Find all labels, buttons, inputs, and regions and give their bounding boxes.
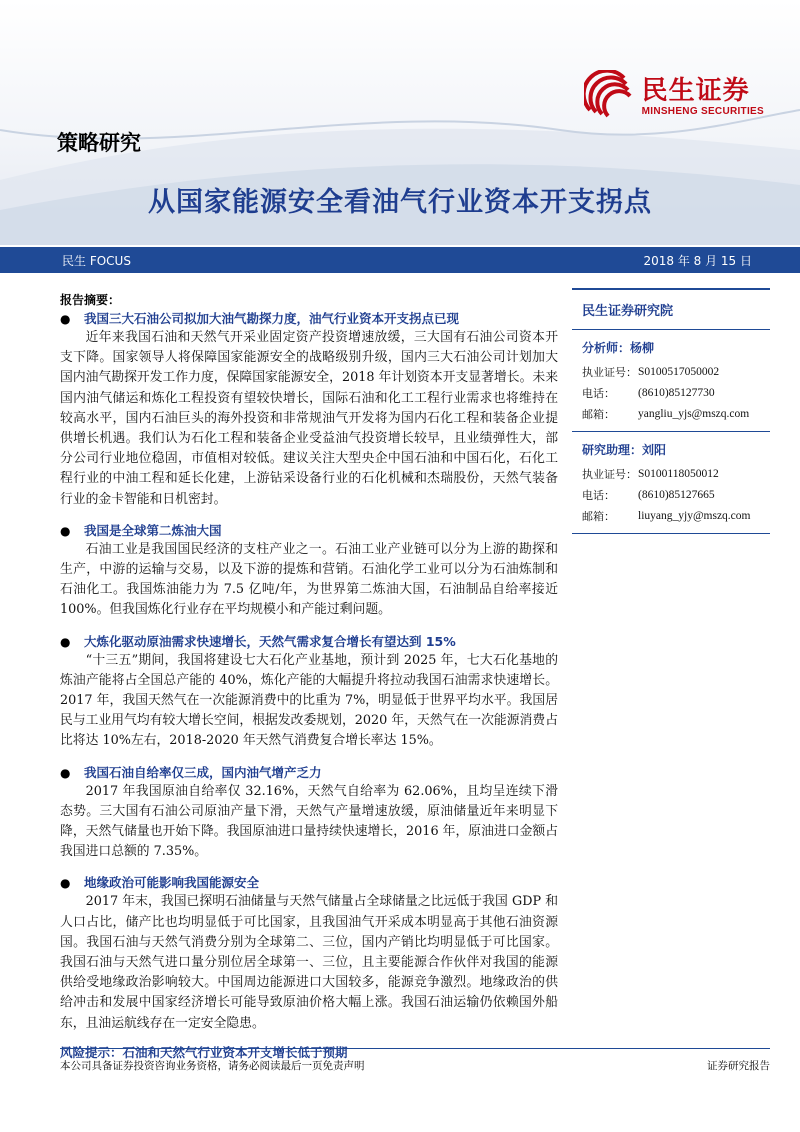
info-row <box>582 362 770 383</box>
license-number: S0100517050002 <box>638 366 720 378</box>
footer-report-type: 证券研究报告 <box>707 1060 770 1072</box>
sidebar-top-rule <box>572 288 770 290</box>
bullet-icon: ● <box>60 765 71 780</box>
point-body: 石油工业是我国国民经济的支柱产业之一。石油工业产业链可以分为上游的勘探和生产，中游的运输与交易，以及下游的提炼和营销。石油化学工业可以分为石油炼制和石油化工。我国炼油能力为 7.5 亿吨/年，为世界第二炼油大国，石油制品自给率接近 100%。但我国炼化行业存在平均规模小和产能过剩问题。 <box>60 541 558 618</box>
info-row <box>582 383 770 404</box>
bullet-icon: ● <box>60 634 71 649</box>
phone-number: (8610)85127730 <box>638 387 715 399</box>
analyst-block <box>572 330 770 425</box>
info-label: 执业证号： <box>582 366 637 379</box>
point-body: “十三五”期间，我国将建设七大石化产业基地，预计到 2025 年，七大石化基地的炼油产能将占全国总产能的 40%，炼化产能的大幅提升将拉动我国石油需求快速增长。2017 年，我国天然气在一次能源消费中的比重为 7%，明显低于世界平均水平。我国居民与工业用气均有较大增长空间，根据发改委规划，2020 年，天然气在一次能源消费占比将达 10%左右，2018-2020 年天然气消费复合增长率达 15%。 <box>60 652 558 749</box>
point-body: 2017 年末，我国已探明石油储量与天然气储量占全球储量之比远低于我国 GDP 和人口占比，储产比也均明显低于可比国家，且我国油气开采成本明显高于其他石油资源国。我国石油与天然气消费分别为全球第二、三位，国内产销比均明显低于可比国家。我国石油与天然气进口量分别位居全球第一、三位，且主要能源合作伙伴对我国的能源供给受地缘政治影响较大。中国周边能源进口大国较多，能源竞争激烈。地缘政治的供给冲击和发展中国家经济增长可能导致原油价格大幅上涨。我国石油运输仍依赖国外船东，且油运航线存在一定安全隐患。 <box>60 894 558 1031</box>
analyst-name: 分析师：杨柳 <box>582 341 655 355</box>
logo-english-name: MINSHENG SECURITIES <box>641 105 764 117</box>
summary-point <box>60 764 560 863</box>
summary-point <box>60 874 560 1033</box>
logo-chinese-name: 民生证券 <box>641 75 750 106</box>
info-row <box>582 404 770 425</box>
bullet-icon: ● <box>60 312 71 326</box>
report-category: 策略研究 <box>57 131 141 155</box>
license-number: S0100118050012 <box>638 468 719 480</box>
report-summary <box>60 292 560 1062</box>
summary-point <box>60 522 560 621</box>
point-heading: 大炼化驱动原油需求快速增长，天然气需求复合增长有望达到 15% <box>84 633 456 649</box>
institute-name: 民生证券研究院 <box>572 292 770 330</box>
summary-point <box>60 310 560 510</box>
report-date: 2018 年 8 月 15 日 <box>643 253 752 268</box>
info-label: 邮箱： <box>582 408 615 421</box>
report-title: 从国家能源安全看油气行业资本开支拐点 <box>148 187 652 218</box>
point-heading: 我国是全球第二炼油大国 <box>84 522 222 538</box>
point-body: 近年来我国石油和天然气开采业固定资产投资增速放缓，三大国有石油公司资本开支下降。国家领导人将保障国家能源安全的战略级别升级，国内三大石油公司计划加大国内油气勘探开发工作力度，保障国家能源安全，2018 年计划资本开支显著增长。未来国内油气储运和炼化工程投资有望较快增长，国际石油和化工工程行业需求也将维持在较高水平，国内石油巨头的海外投资和非常规油气开发将为国内石化工程和装备企业提供增长机遇。我们认为石化工程和装备企业受益油气投资增长较早，且业绩弹性大，部分公司行业地位稳固，市值相对较低。建议关注大型央企中国石油和中国石化，石化工程行业的中油工程和延长化建，上游钻采设备行业的石化机械和杰瑞股份，天然气装备行业的金卡智能和日机密封。 <box>60 330 558 507</box>
info-label: 邮箱： <box>582 510 615 523</box>
email-link[interactable]: liuyang_yjy@mszq.com <box>638 510 751 522</box>
bullet-icon: ● <box>60 876 71 891</box>
summary-point <box>60 633 560 752</box>
risk-warning: 风险提示：石油和天然气行业资本开支增长低于预期 <box>60 1044 348 1060</box>
point-body: 2017 年我国原油自给率仅 32.16%，天然气自给率为 62.06%，且均呈连续下滑态势。三大国有石油公司原油产量下滑，天然气产量增速放缓，原油储量近年来明显下降，天然气储量也开始下降。我国原油进口量持续快速增长，2016 年，原油进口金额占我国进口总额的 7.35%。 <box>60 783 558 860</box>
info-row <box>582 506 770 527</box>
footer-rule <box>60 1048 770 1049</box>
info-label: 执业证号： <box>582 468 637 481</box>
phone-number: (8610)85127665 <box>638 489 715 501</box>
summary-label: 报告摘要： <box>60 293 121 307</box>
bullet-icon: ● <box>60 523 71 538</box>
info-label: 电话： <box>582 387 615 400</box>
series-name: 民生 FOCUS <box>62 253 131 268</box>
assistant-name: 研究助理：刘阳 <box>582 443 667 457</box>
point-heading: 我国三大石油公司拟加大油气勘探力度，油气行业资本开支拐点已现 <box>84 311 460 326</box>
info-row <box>582 485 770 506</box>
series-bar <box>0 247 800 273</box>
divider <box>572 533 770 534</box>
analyst-sidebar <box>572 292 770 534</box>
header-banner <box>0 0 800 245</box>
minsheng-logo-icon <box>584 70 636 122</box>
info-label: 电话： <box>582 489 615 502</box>
point-heading: 地缘政治可能影响我国能源安全 <box>84 875 260 891</box>
point-heading: 我国石油自给率仅三成，国内油气增产乏力 <box>84 764 322 780</box>
footer-disclaimer: 本公司具备证券投资咨询业务资格，请务必阅读最后一页免责声明 <box>60 1060 365 1072</box>
page-footer <box>60 1058 770 1073</box>
assistant-block <box>572 432 770 527</box>
info-row <box>582 464 770 485</box>
email-link[interactable]: yangliu_yjs@mszq.com <box>638 408 750 420</box>
company-logo <box>584 70 764 122</box>
